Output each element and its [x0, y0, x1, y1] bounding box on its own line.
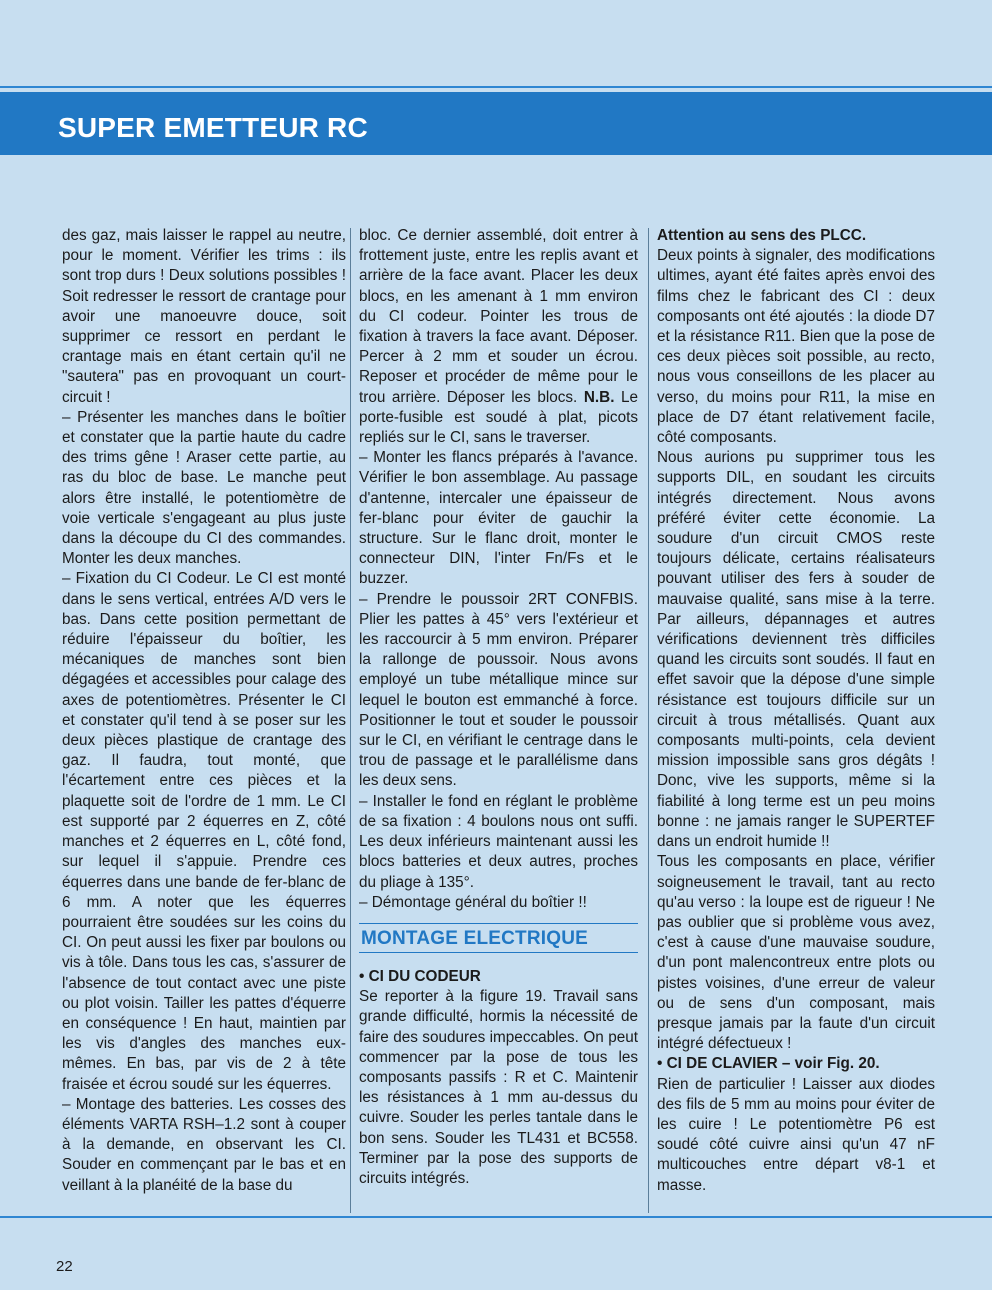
paragraph: – Présenter les manches dans le boîtier et constater que la partie haute du cadre des trims gêne ! Araser cette partie, au ras du bloc de base. Le manche peut alors être installé, le potentiomètre de voie verticale s'engageant au plus juste dans la découpe du CI des commandes. Monter les deux manches. [62, 408, 346, 568]
nb-text: Le porte-fusible est soudé à plat, picots repliés sur le CI, sans le traverser. [359, 388, 639, 447]
paragraph: – Montage des batteries. Les cosses des éléments VARTA RSH–1.2 sont à couper à la demande, en observant les CI. Souder en commençant par le bas et en veillant à la planéité de la base du [62, 1095, 346, 1194]
text-column-1 [62, 226, 346, 1196]
paragraph: – Fixation du CI Codeur. Le CI est monté dans le sens vertical, entrées A/D vers le bas. Dans cette position permettant de réduire l'épaisseur du boîtier, les mécaniques de manches sont bien dégagées et accessibles pour calage des axes de potentiomètres. Présenter le CI et constater qu'il tend à se poser sur les deux pièces plastique de crantage des gaz. Il faudra, tout monté, que l'écartement entre ces pièces et la plaquette soit de l'ordre de 1 mm. Le CI est supporté par 2 équerres en Z, côté manches et 2 équerres en L, côté fond, sur lequel il s'appuie. Prendre ces équerres dans une bande de fer-blanc de 6 mm. A noter que les équerres pourraient être soudées sur les coins du CI. On peut aussi les fixer par boulons ou vis à tôle. Dans tous les cas, s'assurer de l'absence de tout contact avec une piste ou plot voisin. Tailler les pattes d'équerre en conséquence ! En haut, maintien par les vis d'angles des manches eux-mêmes. En bas, par vis de 2 à tête fraisée et écrou soudé sur les équerres. [62, 570, 346, 1093]
paragraph: Se reporter à la figure 19. Travail sans grande difficulté, hormis la nécessité de faire des soudures impeccables. On peut commencer par la pose de tous les composants passifs : R et C. Maintenir les résistances à 1 mm au-dessus du cuivre. Souder les perles tantale dans le bon sens. Souder les TL431 et BC558. Terminer par la pose des supports de circuits intégrés. [359, 988, 638, 1187]
section-heading: MONTAGE ELECTRIQUE [359, 923, 638, 953]
column-divider [648, 228, 649, 1213]
paragraph: Nous aurions pu supprimer tous les supports DIL, en soudant les circuits intégrés directement. Nous avons préféré éviter cette économie. La soudure d'un circuit CMOS reste toujours délicate, certains réalisateurs pouvant utiliser des fers à souder de mauvaise qualité, sans mise à la terre. Par ailleurs, dépannages et autres vérifications deviennent très difficiles quand les circuits sont soudés. Il faut en effet savoir que la dépose d'une simple résistance est toujours difficile sur un circuit à trous métallisés. Quant aux composants multi-points, cela devient mission impossible sans gros dégâts ! Donc, vive les supports, même si la fiabilité à long terme est un peu moins bonne : ne jamais ranger le SUPERTEF dans un endroit humide !! [657, 449, 935, 851]
paragraph: Rien de particulier ! Laisser aux diodes des fils de 5 mm au moins pour éviter de les cuire ! Le potentiomètre P6 est soudé côté cuivre ainsi qu'un 47 nF multicouches entre départ v8-1 et masse. [657, 1075, 935, 1194]
paragraph: Tous les composants en place, vérifier soigneusement le travail, tant au recto qu'au verso : la loupe est de rigueur ! Ne pas oublier que si problème vous avez, c'est à cause d'une mauvaise soudure, d'un pont malencontreux entre plots ou pistes voisines, d'une erreur de valeur ou de sens d'un composant, mais presque jamais par la faute d'un circuit intégré défectueux ! [657, 853, 935, 1053]
top-rule [0, 86, 992, 88]
paragraph-text: bloc. Ce dernier assemblé, doit entrer à frottement juste, entre les replis avant et arrière de la face avant. Placer les deux blocs, en les amenant à 1 mm environ du CI codeur. Pointer les trous de fixation à travers la face avant. Déposer. Percer à 2 mm et souder un écrou. Reposer et procéder de même pour le trou arrière. Déposer les blocs. [359, 227, 638, 406]
page-number: 22 [56, 1258, 73, 1275]
paragraph: des gaz, mais laisser le rappel au neutre, pour le moment. Vérifier les trims : ils sont trop durs ! Deux solutions possibles ! Soit redresser le ressort de crantage pour avoir une manoeuvre douce, soit supprimer ce ressort en perdant le crantage mais en étant certain qu'il ne "sautera" pas en provoquant un court-circuit ! [62, 227, 346, 406]
paragraph: – Installer le fond en réglant le problème de sa fixation : 4 boulons nous ont suffi. Les deux inférieurs maintenant aussi les blocs batteries et deux autres, proches du pliage à 135°. [359, 792, 638, 891]
text-column-3 [657, 226, 935, 1196]
header-band [0, 92, 992, 155]
paragraph: – Prendre le poussoir 2RT CONFBIS. Plier les pattes à 45° vers l'extérieur et les raccourcir à 5 mm environ. Préparer la rallonge de poussoir. Nous avons employé un tube métallique mince sur lequel le bouton est emmanché à force. Positionner le tout et souder le poussoir sur le CI, en vérifiant le centrage dans le trou de passage et le parallélisme dans les deux sens. [359, 590, 638, 790]
article-title: SUPER EMETTEUR RC [58, 112, 368, 143]
paragraph: – Démontage général du boîtier !! [359, 893, 587, 911]
paragraph: Deux points à signaler, des modifications ultimes, ayant été faites après envoi des films chez le fabricant des CI : deux composants ont été ajoutés : la diode D7 et la résistance R11. Bien que la pose de ces deux pièces soit possible, au recto, nous vous conseillons de les placer au verso, du moins pour R11, la mise en place de D7 étant relativement facile, côté composants. [657, 247, 935, 447]
bottom-rule [0, 1216, 992, 1218]
column-divider [350, 228, 351, 1213]
subheading: • CI DE CLAVIER – voir Fig. 20. [657, 1055, 880, 1073]
subheading: Attention au sens des PLCC. [657, 227, 867, 244]
text-column-2 [359, 226, 638, 1189]
subheading: • CI DU CODEUR [359, 967, 481, 985]
nb-label: N.B. [583, 388, 615, 406]
paragraph: – Monter les flancs préparés à l'avance. Vérifier le bon assemblage. Au passage d'antenne, intercaler une épaisseur de fer-blanc pour éviter de gauchir la structure. Sur le flanc droit, monter le connecteur DIN, l'inter Fn/Fs et le buzzer. [359, 449, 638, 588]
paragraph [359, 226, 638, 448]
